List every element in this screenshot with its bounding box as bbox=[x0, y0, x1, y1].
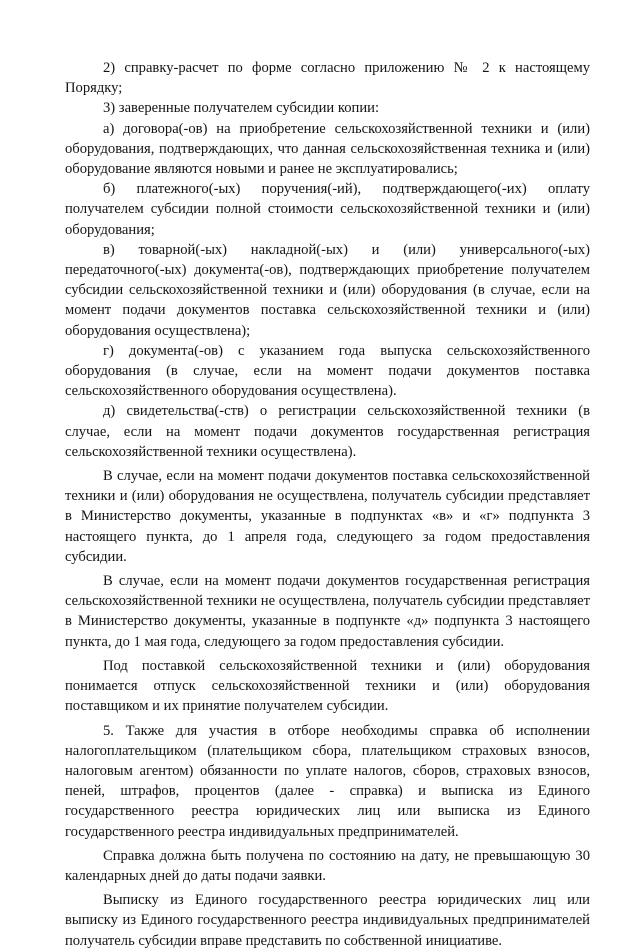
paragraph-registry-extract: Выписку из Единого государственного реестра юридических лиц или выписку из Единого государственного реестра индивидуальных предпринимателей получатель субсидии вправе представить по собственной инициативе. bbox=[65, 892, 590, 949]
paragraph-item-2: 2) справку-расчет по форме согласно приложению № 2 к настоящему Порядку; bbox=[65, 60, 590, 97]
paragraph-certificate-date: Справка должна быть получена по состоянию на дату, не превышающую 30 календарных дней до даты подачи заявки. bbox=[65, 847, 590, 884]
paragraph-delivery-deadline: В случае, если на момент подачи документов поставка сельскохозяйственной техники и (или) оборудования не осуществлена, получатель субсидии представляет в Министерство документы, указанные в подпунктах «в» и «г» подпункта 3 настоящего пункта, до 1 апреля года, следующего за годом предоставления субсидии. bbox=[65, 468, 590, 565]
paragraph-subitem-d: д) свидетельства(-ств) о регистрации сельскохозяйственной техники (в случае, если на момент подачи документов государственная регистрация сельскохозяйственной техники осуществлена). bbox=[65, 403, 590, 460]
document-body bbox=[65, 58, 590, 951]
paragraph-subitem-g: г) документа(-ов) с указанием года выпуска сельскохозяйственного оборудования (в случае, если на момент подачи документов поставка сельскохозяйственного оборудования осуществлена). bbox=[65, 342, 590, 400]
paragraph-item-3: 3) заверенные получателем субсидии копии: bbox=[103, 100, 380, 117]
paragraph-item-5: 5. Также для участия в отборе необходимы справка об исполнении налогоплательщиком (плательщиком сбора, плательщиком страховых взносов, налоговым агентом) обязанности по уплате налогов, сборов, страховых взносов, пеней, штрафов, процентов (далее - справка) и выписка из Единого государственного реестра юридических лиц или выписка из Единого государственного реестра индивидуальных предпринимателей. bbox=[65, 722, 590, 840]
paragraph-registration-deadline: В случае, если на момент подачи документов государственная регистрация сельскохозяйственной техники не осуществлена, получатель субсидии представляет в Министерство документы, указанные в подпункте «д» подпункта 3 настоящего пункта, до 1 мая года, следующего за годом предоставления субсидии. bbox=[65, 573, 590, 650]
paragraph-delivery-definition: Под поставкой сельскохозяйственной техники и (или) оборудования понимается отпуск сельскохозяйственной техники и (или) оборудования поставщиком и их принятие получателем субсидии. bbox=[65, 657, 590, 715]
paragraph-subitem-a: а) договора(-ов) на приобретение сельскохозяйственной техники и (или) оборудования, подтверждающих, что данная сельскохозяйственная техника и (или) оборудование являются новыми и ранее не эксплуатировались; bbox=[65, 120, 590, 178]
paragraph-subitem-v: в) товарной(-ых) накладной(-ых) и (или) универсального(-ых) передаточного(-ых) документа(-ов), подтверждающих приобретение получателем субсидии сельскохозяйственной техники и (или) оборудования (в случае, если на момент подачи документов поставка сельскохозяйственной техники и (или) оборудования осуществлена); bbox=[65, 241, 590, 339]
paragraph-subitem-b: б) платежного(-ых) поручения(-ий), подтверждающего(-их) оплату получателем субсидии полной стоимости сельскохозяйственной техники и (или) оборудования; bbox=[65, 181, 590, 238]
